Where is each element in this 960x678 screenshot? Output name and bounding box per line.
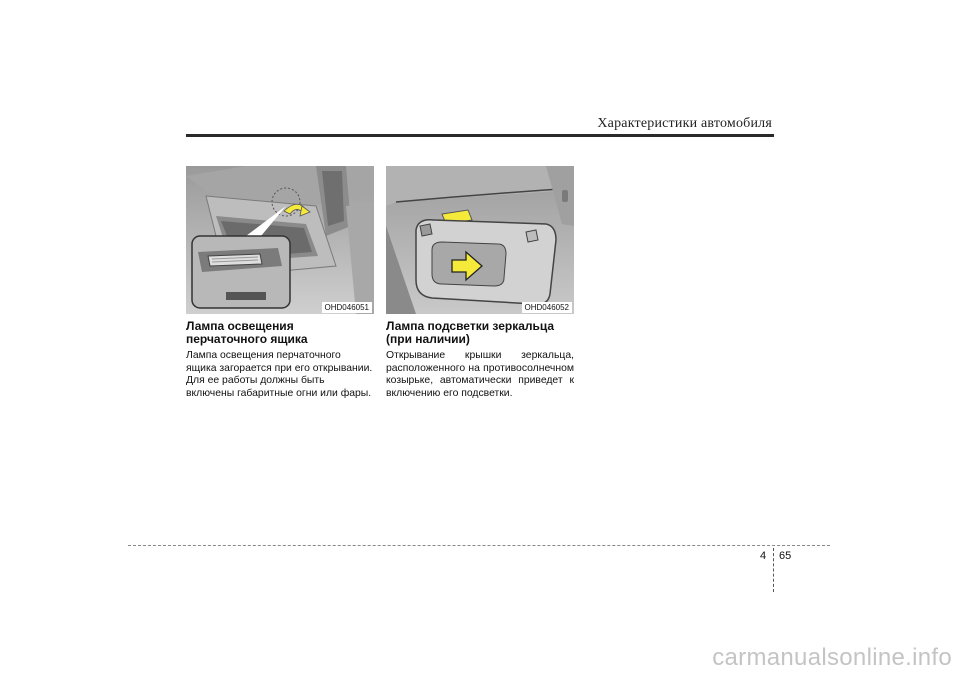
header-rule: [186, 134, 774, 137]
section-title: Лампа подсветки зеркальца (при наличии): [386, 319, 555, 346]
page-number-separator: [773, 548, 774, 592]
section-header-title: Характеристики автомобиля: [597, 116, 772, 131]
body-paragraph: Для ее работы должны быть включены габаритные огни или фары.: [186, 375, 372, 399]
column-glovebox-lamp: [186, 166, 374, 400]
figure-code: OHD046051: [322, 302, 372, 313]
figure-vanity-mirror-lamp: [386, 166, 574, 314]
section-body: [386, 350, 574, 400]
body-paragraph: Открывание крышки зеркальца, расположенного на противосолнечном козырьке, автоматически приведет к включению его подсветки.: [386, 350, 574, 399]
figure-glovebox-lamp: [186, 166, 374, 314]
section-body: [186, 350, 374, 400]
watermark-text: carmanualsonline.info: [712, 644, 952, 671]
page-number: 65: [779, 550, 792, 562]
body-paragraph: Лампа освещения перчаточного ящика загорается при его открывании.: [186, 350, 373, 374]
figure-code: OHD046052: [522, 302, 572, 313]
chapter-number: 4: [760, 550, 767, 562]
footer-dashed-rule: [128, 545, 830, 546]
column-vanity-mirror-lamp: [386, 166, 574, 400]
section-title: Лампа освещения перчаточного ящика: [186, 319, 308, 346]
sunvisor-illustration: [386, 166, 574, 314]
glovebox-illustration: [186, 166, 374, 314]
